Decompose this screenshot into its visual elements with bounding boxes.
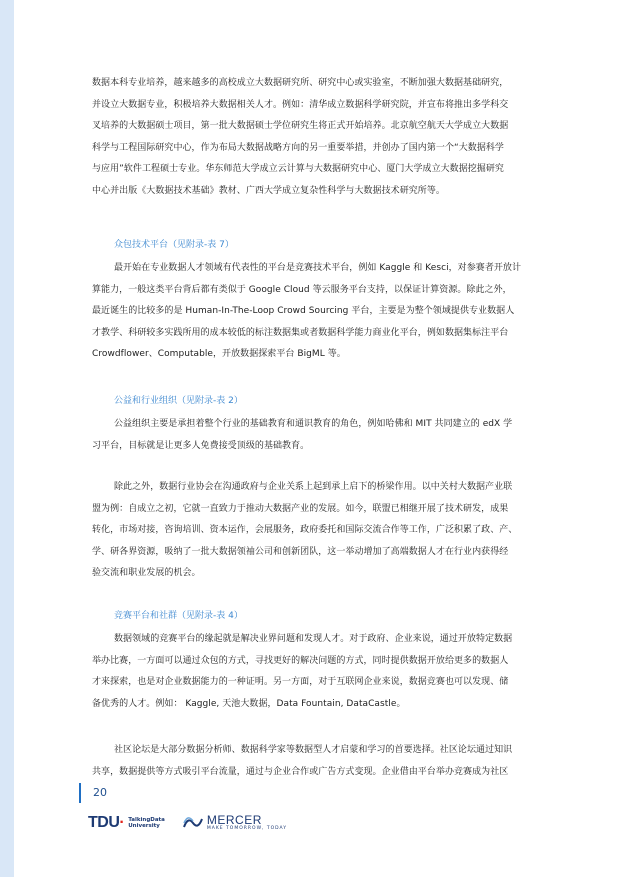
section-heading-public-welfare: 公益和行业组织（见附录-表 2）: [114, 396, 243, 406]
text-line: 共享，数据提供等方式吸引平台流量，通过与企业合作或广告方式变现。企业借由平台举办竞赛成为社区: [92, 766, 509, 777]
footer-logos: [88, 813, 287, 833]
side-stripe: [0, 0, 14, 877]
text-line: 备优秀的人才。例如： Kaggle, 天池大数据，Data Fountain, DataCastle。: [92, 698, 406, 709]
page-number-marker: [79, 783, 81, 803]
section-heading-competitions: 竞赛平台和社群（见附录-表 4）: [114, 611, 243, 621]
text-line: 中心并出版《大数据技术基础》教材、广西大学成立复杂性科学与大数据技术研究所等。: [92, 185, 445, 196]
section-heading-crowdsourcing: 众包技术平台（见附录-表 7）: [114, 240, 234, 250]
text-line: 最近诞生的比较多的是 Human-In-The-Loop Crowd Sourcing 平台，主要是为整个领域提供专业数据人: [92, 306, 515, 317]
paragraph-crowdsourcing: [92, 258, 532, 366]
tdu-logo: TDU·: [88, 814, 125, 831]
text-line: 社区论坛是大部分数据分析师、数据科学家等数据型人才启蒙和学习的首要选择。社区论坛通过知识: [114, 745, 513, 755]
text-line: 除此之外，数据行业协会在沟通政府与企业关系上起到承上启下的桥梁作用。以中关村大数据产业联: [114, 482, 513, 492]
text-line: 科学与工程国际研究中心，作为布局大数据战略方向的另一重要举措，并创办了国内第一个“大数据科学: [92, 142, 504, 153]
text-line: 学、研各界资源，吸纳了一批大数据领袖公司和创新团队，这一举动增加了高端数据人才在行业内获得经: [92, 546, 509, 557]
text-line: 叉培养的大数据硕士项目，第一批大数据硕士学位研究生将正式开始培养。北京航空航天大学成立大数据: [92, 121, 509, 132]
text-line: 并设立大数据专业，积极培养大数据相关人才。例如：清华成立数据科学研究院，并宣布将推出多学科交: [92, 99, 509, 110]
text-line: Crowdflower、Computable，开放数据探索平台 BigML 等。: [92, 349, 346, 360]
paragraph-competitions: [92, 629, 532, 715]
paragraph-public-welfare: [92, 414, 532, 457]
text-line: 最开始在专业数据人才领域有代表性的平台是竞赛技术平台，例如 Kaggle 和 Kesci，对参赛者开放计: [114, 263, 522, 273]
text-line: 才来探索，也是对企业数据能力的一种证明。另一方面，对于互联网企业来说，数据竞赛也可以发现、储: [92, 677, 509, 688]
paragraph-industry-alliance: [92, 477, 532, 585]
text-line: 公益组织主要是承担着整个行业的基础教育和通识教育的角色，例如哈佛和 MIT 共同建立的 edX 学: [114, 419, 513, 429]
mercer-tagline: MAKE TOMORROW, TODAY: [206, 826, 288, 831]
tdu-logo-text: TalkingData University: [128, 817, 165, 829]
text-line: 验交流和职业发展的机会。: [92, 568, 201, 579]
paragraph-communities: [92, 740, 532, 783]
text-line: 数据领域的竞赛平台的缘起就是解决业界问题和发现人才。对于政府、企业来说，通过开放特定数据: [114, 634, 513, 644]
text-line: 举办比赛，一方面可以通过众包的方式，寻找更好的解决问题的方式，同时提供数据开放给更多的数据人: [92, 655, 509, 666]
mercer-icon: [183, 817, 203, 829]
text-line: 与应用”软件工程硕士专业。华东师范大学成立云计算与大数据研究中心、厦门大学成立大数据挖掘研究: [92, 164, 504, 175]
text-line: 才教学、科研较多实践所用的成本较低的标注数据集或者数据科学能力商业化平台，例如数据集标注平台: [92, 327, 509, 338]
text-line: 盟为例：自成立之初，它就一直致力于推动大数据产业的发展。如今，联盟已相继开展了技术研发，成果: [92, 503, 509, 514]
text-line: 转化，市场对接，咨询培训、资本运作，会展服务，政府委托和国际交流合作等工作，广泛积累了政、产、: [92, 525, 518, 536]
text-line: 数据本科专业培养，越来越多的高校成立大数据研究所、研究中心或实验室，不断加强大数据基础研究，: [92, 78, 509, 88]
mercer-logo: [183, 814, 287, 832]
mercer-name: MERCER: [206, 813, 262, 827]
paragraph-university-programs: [92, 73, 532, 203]
text-line: 算能力，一般这类平台背后都有类似于 Google Cloud 等云服务平台支持，以保证计算资源。除此之外，: [92, 284, 512, 295]
page-number: 20: [93, 786, 107, 799]
text-line: 习平台，目标就是让更多人免费接受顶级的基础教育。: [92, 440, 310, 451]
